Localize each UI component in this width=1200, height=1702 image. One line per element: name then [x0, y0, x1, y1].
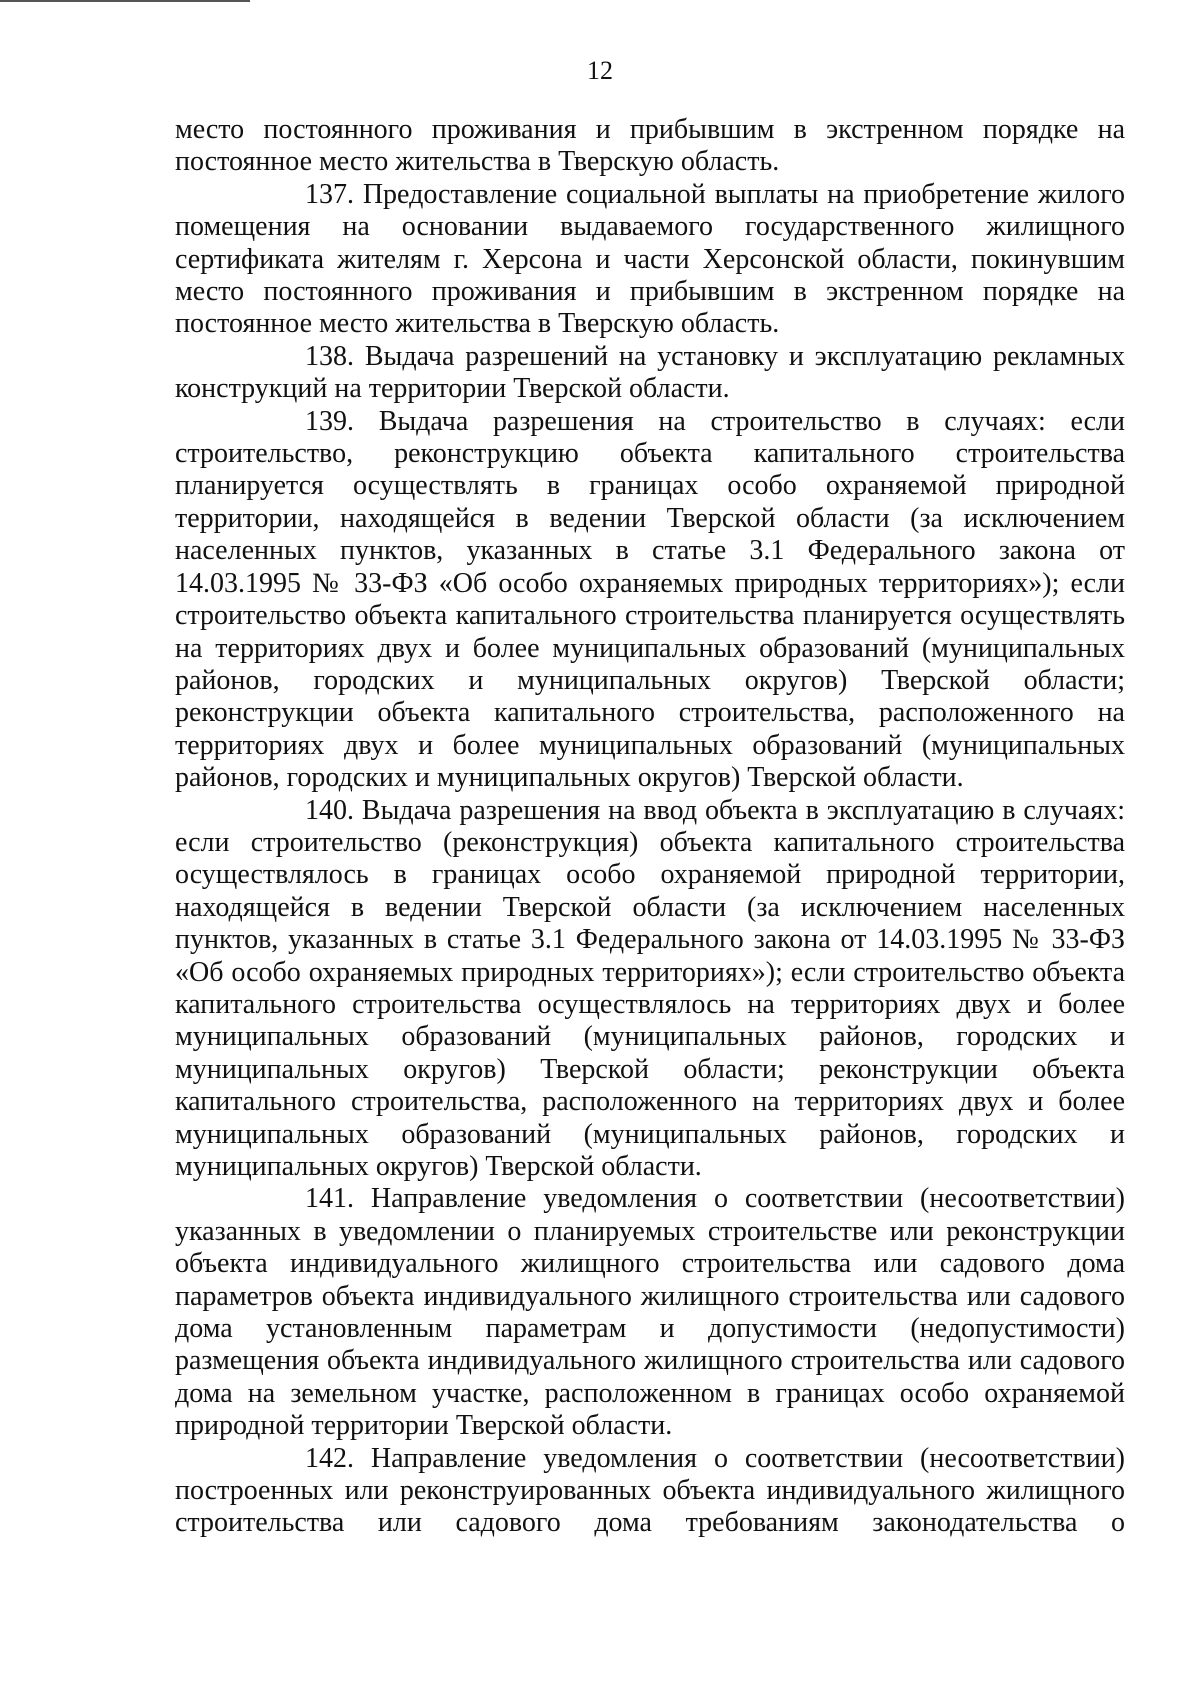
paragraph-141: 141. Направление уведомления о соответствии (несоответствии) указанных в уведомлении о планируемых строительстве или реконструкции объекта индивидуального жилищного строительства или садового дома параметров объекта индивидуального жилищного строительства или садового дома установленным параметрам и допустимости (недопустимости) размещения объекта индивидуального жилищного строительства или садового дома на земельном участке, расположенном в границах особо охраняемой природной территории Тверской области.	[175, 1183, 1125, 1442]
paragraph-139: 139. Выдача разрешения на строительство в случаях: если строительство, реконструкцию объекта капитального строительства планируется осуществлять в границах особо охраняемой природной территории, находящейся в ведении Тверской области (за исключением населенных пунктов, указанных в статье 3.1 Федерального закона от 14.03.1995 № 33-ФЗ «Об особо охраняемых природных территориях»); если строительство объекта капитального строительства планируется осуществлять на территориях двух и более муниципальных образований (муниципальных районов, городских и муниципальных округов) Тверской области; реконструкции объекта капитального строительства, расположенного на территориях двух и более муниципальных образований (муниципальных районов, городских и муниципальных округов) Тверской области.	[175, 405, 1125, 794]
paragraph-142: 142. Направление уведомления о соответствии (несоответствии) построенных или реконструированных объекта индивидуального жилищного строительства или садового дома требованиям законодательства о	[175, 1442, 1125, 1539]
scan-edge-line	[0, 0, 250, 2]
paragraph-138: 138. Выдача разрешений на установку и эксплуатацию рекламных конструкций на территории Тверской области.	[175, 340, 1125, 405]
document-body	[175, 114, 1125, 1540]
paragraph-137: 137. Предоставление социальной выплаты на приобретение жилого помещения на основании выдаваемого государственного жилищного сертификата жителям г. Херсона и части Херсонской области, покинувшим место постоянного проживания и прибывшим в экстренном порядке на постоянное место жительства в Тверскую область.	[175, 178, 1125, 340]
paragraph-140: 140. Выдача разрешения на ввод объекта в эксплуатацию в случаях: если строительство (реконструкция) объекта капитального строительства осуществлялось в границах особо охраняемой природной территории, находящейся в ведении Тверской области (за исключением населенных пунктов, указанных в статье 3.1 Федерального закона от 14.03.1995 № 33-ФЗ «Об особо охраняемых природных территориях»); если строительство объекта капитального строительства осуществлялось на территориях двух и более муниципальных образований (муниципальных районов, городских и муниципальных округов) Тверской области; реконструкции объекта капитального строительства, расположенного на территориях двух и более муниципальных образований (муниципальных районов, городских и муниципальных округов) Тверской области.	[175, 794, 1125, 1182]
paragraph-continuation: место постоянного проживания и прибывшим в экстренном порядке на постоянное место жительства в Тверскую область.	[175, 114, 1125, 178]
page-number: 12	[587, 56, 613, 85]
